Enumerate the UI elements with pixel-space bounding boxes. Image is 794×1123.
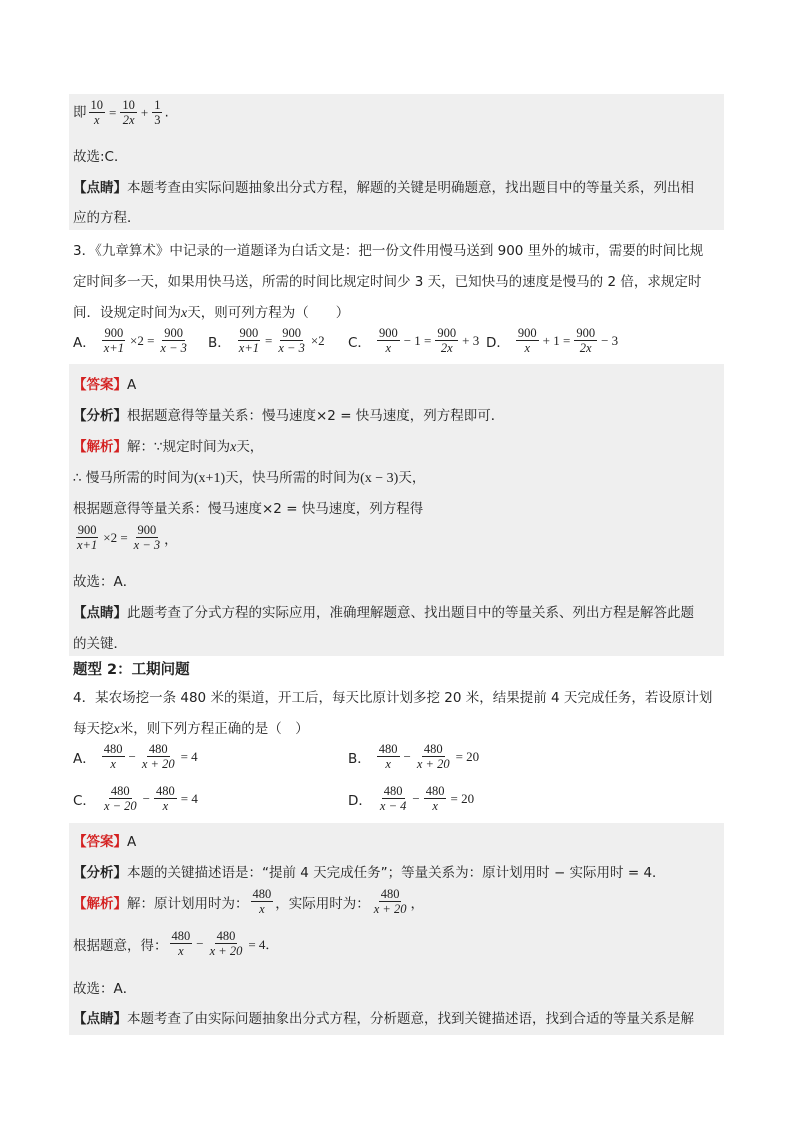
q3-option-b: B． $\frac{900}{x+1}$ = $\frac{900}{x - 3}$ ×2 <box>208 326 325 355</box>
q4-stem-line1: 4．某农场挖一条 480 米的渠道，开工后，每天比原计划多挖 20 米，结果提前 4 天完成任务，若设原计划 <box>73 690 713 706</box>
q3-solution-line1: 【解析】解：∵规定时间为x天， <box>73 439 264 455</box>
q4-answer-line: 【答案】A <box>73 834 137 850</box>
q4-analysis-line: 【分析】本题的关键描述语是：“提前 4 天完成任务”；等量关系为：原计划用时 − 实际用时 = 4． <box>73 865 666 881</box>
q3-option-a: A． $\frac{900}{x+1}$ ×2 = $\frac{900}{x - 3}$ <box>73 326 187 355</box>
q3-comment-line1: 【点睛】此题考查了分式方程的实际应用，准确理解题意、找出题目中的等量关系、列出方程是解答此题 <box>73 605 694 621</box>
q4-comment-line1: 【点睛】本题考查了由实际问题抽象出分式方程，分析题意，找到关键描述语，找到合适的等量关系是解 <box>73 1011 694 1027</box>
q2-choose-line: 故选:C． <box>73 149 128 165</box>
q4-solution-line1: 【解析】 解：原计划用时为： $\frac{480}{x}$ ，实际用时为： $\frac{480}{x + 20}$ ， <box>73 887 424 916</box>
q3-stem-line2: 定时间多一天，如果用快马送，所需的时间比规定时间少 3 天，已知快马的速度是慢马的 2 倍，求规定时 <box>73 274 702 290</box>
q3-equation-line: $\frac{900}{x+1}$ ×2 = $\frac{900}{x - 3}$ ， <box>77 523 178 552</box>
q3-stem-line3: 间．设规定时间为x天，则可列方程为（ ） <box>73 305 350 321</box>
q3-comment-line2: 的关键． <box>73 636 127 652</box>
q3-option-d: D． $\frac{900}{x}$ + 1 = $\frac{900}{2x}$ − 3 <box>486 326 619 355</box>
q4-stem-line2: 每天挖x米，则下列方程正确的是（ ） <box>73 721 309 737</box>
q2-comment-line1: 【点睛】本题考查由实际问题抽象出分式方程，解题的关键是明确题意，找出题目中的等量关系，列出相 <box>73 180 694 196</box>
fraction: $\frac{10}{x}$ <box>90 98 103 127</box>
q4-option-a: A． $\frac{480}{x}$ − $\frac{480}{x + 20}$ = 4 <box>73 742 198 771</box>
q3-answer-line: 【答案】A <box>73 377 137 393</box>
q3-solution-line3: 根据题意得等量关系：慢马速度×2 = 快马速度，列方程得 <box>73 501 424 517</box>
q4-choose-line: 故选：A． <box>73 981 137 997</box>
q3-analysis-line: 【分析】根据题意得等量关系：慢马速度×2 = 快马速度，列方程即可． <box>73 408 505 424</box>
fraction: $\frac{10}{2x}$ <box>122 98 135 127</box>
q4-option-c: C． $\frac{480}{x - 20}$ − $\frac{480}{x}$ = 4 <box>73 784 198 813</box>
q4-option-d: D． $\frac{480}{x - 4}$ − $\frac{480}{x}$ = 20 <box>348 784 475 813</box>
q3-stem-line1: 3．《九章算术》中记录的一道题译为白话文是：把一份文件用慢马送到 900 里外的城市，需要的时间比规 <box>73 243 704 259</box>
q3-solution-line2: ∴ 慢马所需的时间为(x+1)天，快马所需的时间为(x − 3)天， <box>73 470 426 486</box>
q2-equation-line: 即 $\frac{10}{x}$ = $\frac{10}{2x}$ + $\frac{1}{3}$ . <box>73 98 169 127</box>
q3-choose-line: 故选：A． <box>73 574 137 590</box>
q3-option-c: C． $\frac{900}{x}$ − 1 = $\frac{900}{2x}$ + 3 <box>348 326 480 355</box>
fraction: $\frac{1}{3}$ <box>154 98 161 127</box>
q4-option-b: B． $\frac{480}{x}$ − $\frac{480}{x + 20}$ = 20 <box>348 742 480 771</box>
q2-comment-line2: 应的方程． <box>73 210 141 226</box>
q4-solution-line2: 根据题意，得： $\frac{480}{x}$ − $\frac{480}{x + 20}$ = 4． <box>73 929 279 958</box>
section-title: 题型 2：工期问题 <box>73 662 190 678</box>
